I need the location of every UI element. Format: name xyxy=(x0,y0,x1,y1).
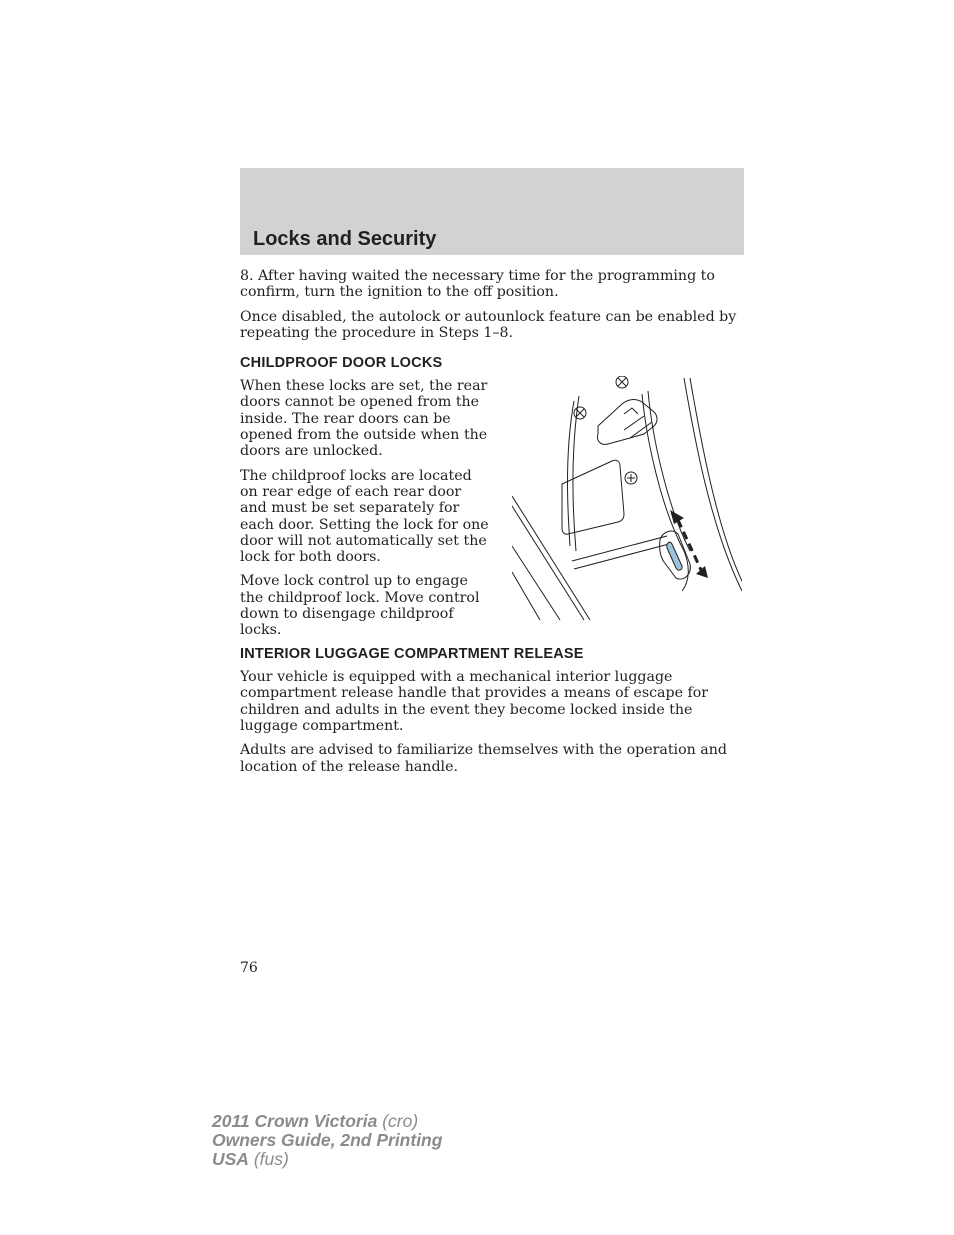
screw-icon xyxy=(618,378,626,386)
door-jamb-curve xyxy=(642,394,688,591)
childproof-text xyxy=(240,378,490,646)
footer-line-2 xyxy=(212,1131,442,1150)
childproof-para-1: When these locks are set, the rear doors cannot be opened from the inside. The rear doors can be opened from the outside when the doors are unlocked. xyxy=(240,378,488,460)
door-edge-curve xyxy=(573,396,579,551)
childproof-heading: CHILDPROOF DOOR LOCKS xyxy=(240,355,443,372)
footer-model-code: (cro) xyxy=(382,1111,419,1131)
body-curve xyxy=(690,378,742,581)
footer-region: USA xyxy=(212,1149,249,1169)
footer-region-code: (fus) xyxy=(253,1149,289,1169)
intro-step-8: 8. After having waited the necessary time for the programming to confirm, turn the ignition to the off position. xyxy=(240,268,715,301)
childproof-lock-illustration xyxy=(512,376,742,626)
footer-line-3 xyxy=(212,1150,442,1169)
childproof-para-3: Move lock control up to engage the childproof lock. Move control down to disengage childproof locks. xyxy=(240,573,480,639)
access-panel xyxy=(562,460,624,534)
door-jamb-curve xyxy=(648,391,690,551)
luggage-para-1: Your vehicle is equipped with a mechanical interior luggage compartment release handle that provides a means of escape for children and adults in the event they become locked inside the luggage compartment. xyxy=(240,669,709,735)
door-frame-line xyxy=(512,572,540,620)
footer-line-1 xyxy=(212,1112,442,1131)
door-frame-line xyxy=(512,496,590,620)
footer-model: 2011 Crown Victoria xyxy=(212,1111,378,1131)
section-title: Locks and Security xyxy=(253,228,437,250)
childproof-section xyxy=(240,378,744,639)
latch-detail xyxy=(624,416,644,430)
childproof-lock-lever xyxy=(667,542,682,570)
luggage-heading: INTERIOR LUGGAGE COMPARTMENT RELEASE xyxy=(240,646,584,663)
page-number: 76 xyxy=(240,960,258,976)
page-content xyxy=(240,268,744,783)
intro-reenable: Once disabled, the autolock or autounlock feature can be enabled by repeating the procedure in Steps 1–8. xyxy=(240,308,737,341)
document-footer xyxy=(212,1112,442,1169)
section-header-band xyxy=(240,168,744,255)
door-frame-line xyxy=(512,546,560,620)
childproof-para-2: The childproof locks are located on rear edge of each rear door and must be set separately for each door. Setting the lock for one door will not automatically set the lock for both doors. xyxy=(240,467,489,566)
arrow-up-head xyxy=(670,510,684,524)
luggage-para-2: Adults are advised to familiarize themselves with the operation and location of the release handle. xyxy=(240,742,727,775)
latch-detail xyxy=(624,408,638,414)
arrow-down-head xyxy=(696,566,708,578)
screw-icon xyxy=(627,474,635,482)
footer-guide: Owners Guide, 2nd Printing xyxy=(212,1130,443,1150)
